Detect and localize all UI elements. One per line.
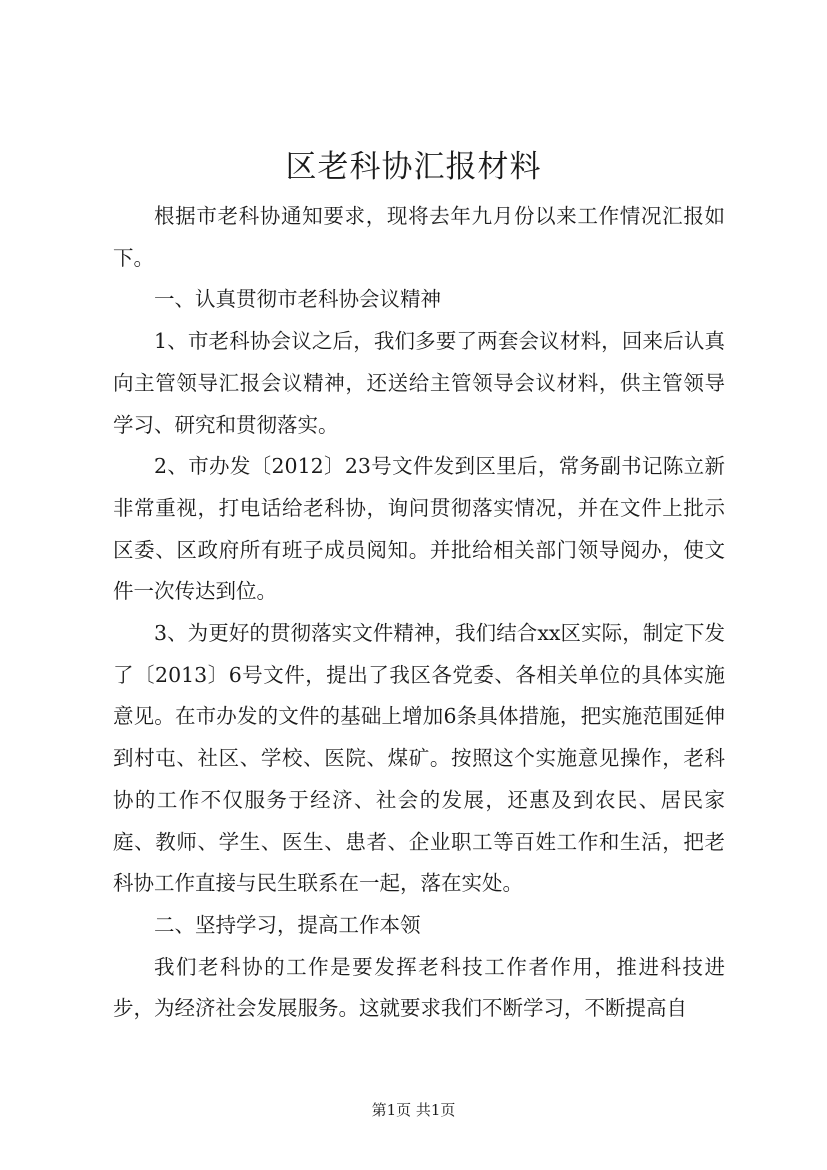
paragraph-item-1: 1、市老科协会议之后，我们多要了两套会议材料，回来后认真向主管领导汇报会议精神，还送给主管领导会议材料，供主管领导学习、研究和贯彻落实。 <box>113 329 725 437</box>
paragraph-item-2: 2、市办发〔2012〕23号文件发到区里后，常务副书记陈立新非常重视，打电话给老科协，询问贯彻落实情况，并在文件上批示区委、区政府所有班子成员阅知。并批给相关部门领导阅办，使文件一次传达到位。 <box>113 454 725 604</box>
section-heading-2: 二、坚持学习，提高工作本领 <box>154 912 421 937</box>
document-body <box>113 196 725 1030</box>
section-heading-1: 一、认真贯彻市老科协会议精神 <box>154 287 441 312</box>
paragraph-intro: 根据市老科协通知要求，现将去年九月份以来工作情况汇报如下。 <box>113 204 725 270</box>
page-number-footer: 第1页 共1页 <box>371 1101 456 1119</box>
document-title: 区老科协汇报材料 <box>285 149 542 185</box>
paragraph-item-3: 3、为更好的贯彻落实文件精神，我们结合xx区实际，制定下发了〔2013〕6号文件，提出了我区各党委、各相关单位的具体实施意见。在市办发的文件的基础上增加6条具体措施，把实施范围延伸到村屯、社区、学校、医院、煤矿。按照这个实施意见操作，老科协的工作不仅服务于经济、社会的发展，还惠及到农民、居民家庭、教师、学生、医生、患者、企业职工等百姓工作和生活，把老科协工作直接与民生联系在一起，落在实处。 <box>113 621 725 896</box>
paragraph-section-2: 我们老科协的工作是要发挥老科技工作者作用，推进科技进步，为经济社会发展服务。这就要求我们不断学习，不断提高自 <box>113 954 725 1021</box>
